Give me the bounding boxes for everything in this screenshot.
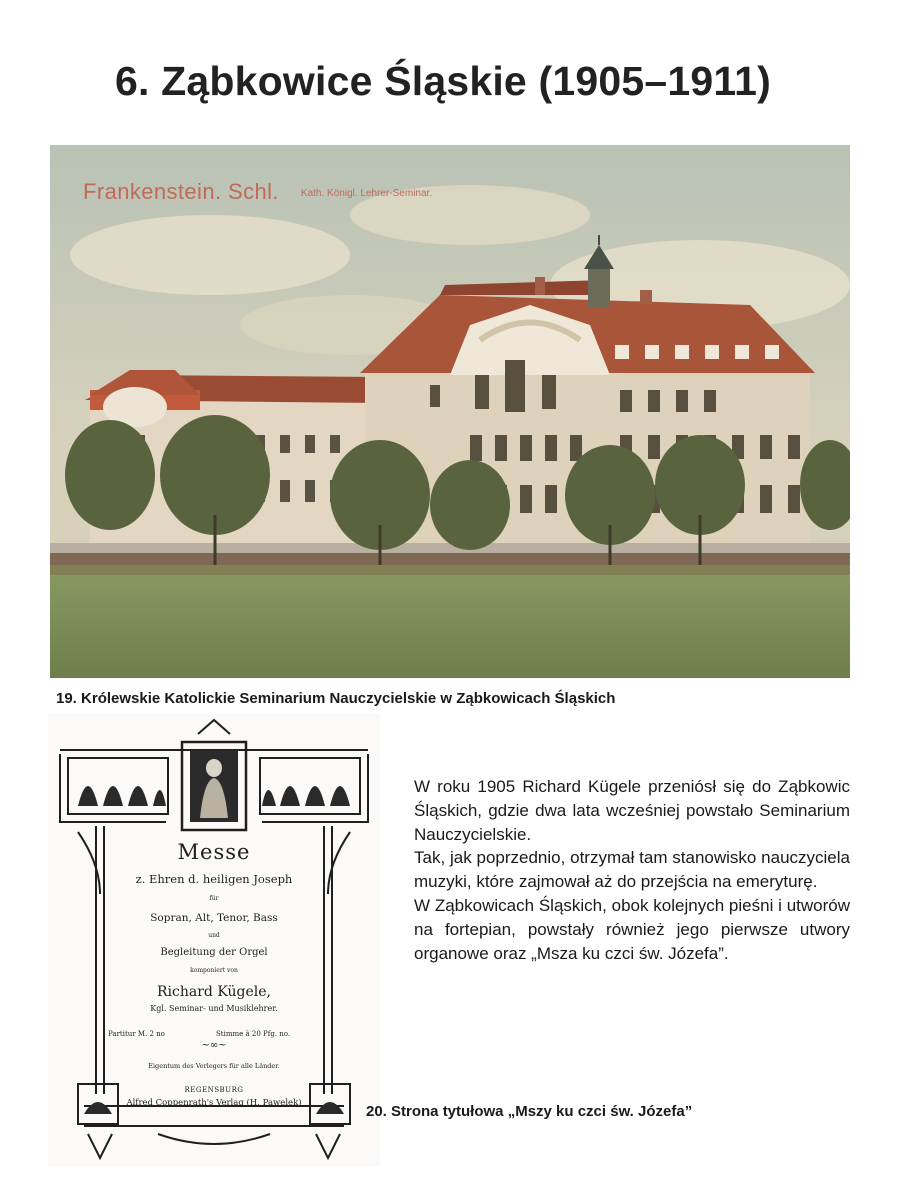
score-accompaniment: Begleitung der Orgel <box>160 947 268 958</box>
mass-title-page <box>48 714 380 1166</box>
page-title: 6. Ząbkowice Śląskie (1905–1911) <box>115 58 771 104</box>
score-rights: Eigentum des Verlegers für alle Länder. <box>148 1062 280 1070</box>
score-und: und <box>208 932 220 939</box>
postcard-city-text: Frankenstein. Schl. <box>83 179 279 204</box>
biography-paragraph: Tak, jak poprzednio, otrzymał tam stanowisko nauczyciela muzyki, które zajmował aż do przejścia na emeryturę. <box>414 848 850 892</box>
score-composer: Richard Kügele, <box>157 984 271 1000</box>
seminary-postcard-photo <box>50 145 850 678</box>
biography-paragraph: W roku 1905 Richard Kügele przeniósł się do Ząbkowic Śląskich, gdzie dwa lata wcześniej powstało Seminarium Nauczycielskie. <box>414 777 850 844</box>
biography-paragraph: W Ząbkowicach Śląskich, obok kolejnych pieśni i utworów na fortepian, powstały również jego pierwsze utwory organowe oraz „Msza ku czci św. Józefa”. <box>414 895 850 963</box>
score-composer-role: Kgl. Seminar- und Musiklehrer. <box>150 1004 278 1013</box>
score-divider-ornament: ~∞~ <box>201 1040 227 1051</box>
score-title: Messe <box>177 840 251 864</box>
score-caption: 20. Strona tytułowa „Mszy ku czci św. Józefa” <box>366 1103 693 1120</box>
score-publisher: Alfred Coppenrath's Verlag (H. Pawelek) <box>126 1098 302 1108</box>
score-price-left: Partitur M. 2 no <box>108 1030 165 1038</box>
score-price-right: Stimme à 20 Pfg. no. <box>216 1030 291 1038</box>
postcard-subtitle-text: Kath. Königl. Lehrer-Seminar. <box>300 188 433 199</box>
score-fuer: für <box>209 895 219 902</box>
seminary-building-illustration <box>50 145 850 678</box>
biography-text <box>414 775 850 965</box>
postcard-imprint <box>83 179 432 205</box>
score-komponiert: komponiert von <box>190 967 238 974</box>
score-dedication: z. Ehren d. heiligen Joseph <box>135 872 293 886</box>
score-city: REGENSBURG <box>184 1086 244 1094</box>
score-voices: Sopran, Alt, Tenor, Bass <box>150 912 278 924</box>
photo-caption: 19. Królewskie Katolickie Seminarium Nauczycielskie w Ząbkowicach Śląskich <box>56 690 616 707</box>
